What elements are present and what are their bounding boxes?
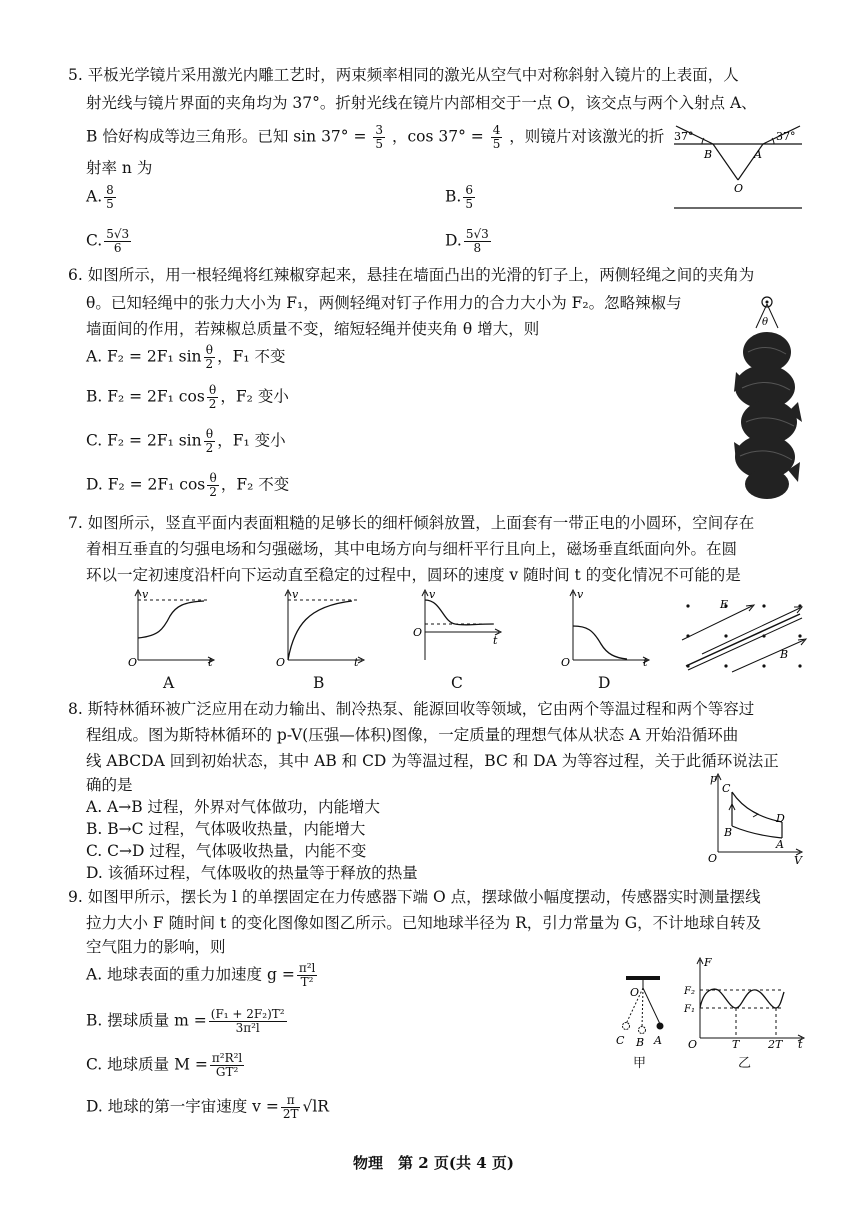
q5-option-d: D. $\frac{5√3}{8}$ — [445, 227, 489, 255]
q5-point-o: O — [734, 182, 744, 195]
q9-pendulum-diagram — [612, 972, 682, 1048]
q5-line-3c: ，则镜片对该激光的折 — [509, 127, 665, 146]
svg-text:t: t — [643, 656, 648, 666]
svg-text:p: p — [710, 772, 718, 785]
svg-text:v: v — [429, 588, 436, 601]
svg-text:O: O — [561, 656, 571, 666]
q7-graph-c-label: C — [451, 674, 463, 692]
q9-force-graph — [680, 954, 810, 1048]
q6-line-1: 6. 如图所示，用一根轻绳将红辣椒穿起来，悬挂在墙面凸出的光滑的钉子上，两侧轻绳之间的夹角为 — [68, 266, 755, 284]
q8-line-3: 线 ABCDA 回到初始状态，其中 AB 和 CD 为等温过程，BC 和 DA 为等容过程，关于此循环说法正 — [86, 752, 779, 770]
svg-text:O: O — [708, 852, 718, 865]
q5-line-1: 5. 平板光学镜片采用激光内雕工艺时，两束频率相同的激光从空气中对称斜射入镜片的上表面，人 — [68, 66, 739, 84]
q8-pv-diagram — [700, 770, 810, 866]
chili-bundle-icon — [734, 332, 802, 499]
q5-line-4: 射率 n 为 — [86, 159, 153, 177]
svg-text:O: O — [413, 626, 423, 639]
q5-line-3a: B 恰好构成等边三角形。已知 sin 37° = — [86, 127, 367, 146]
q8-option-c: C. C→D 过程，气体吸收热量，内能不变 — [86, 842, 367, 860]
q7-graph-d — [553, 586, 653, 666]
svg-text:C: C — [616, 1034, 625, 1047]
svg-text:O: O — [688, 1038, 698, 1048]
q7-graph-d-label: D — [598, 674, 611, 692]
q7-graph-b — [268, 586, 368, 666]
svg-text:F₂: F₂ — [684, 986, 695, 997]
q6-option-c: C. F₂ = 2F₁ sin $\frac{\theta}{2}$ ，F₁ 变小 — [86, 427, 286, 455]
q5-angle-right: 37° — [776, 130, 796, 143]
q5-angle-left: 37° — [674, 130, 694, 143]
q9-option-b: B. 摆球质量 m = $\frac{\text{(F₁ + 2F₂)T²}}{\text{3π²l}}$ — [86, 1007, 285, 1035]
q5-point-a: A — [754, 148, 762, 161]
svg-text:O: O — [128, 656, 138, 666]
q6-pepper-figure — [728, 292, 806, 504]
q9-option-a: A. 地球表面的重力加速度 g = $\frac{\text{π²l}}{\text{T²}}$ — [86, 961, 316, 989]
svg-text:O: O — [630, 986, 640, 999]
svg-text:V: V — [794, 854, 802, 866]
q5-option-a: A. $\frac{8}{5}$ — [86, 183, 114, 211]
q7-graph-a — [118, 586, 218, 666]
svg-text:A: A — [654, 1034, 662, 1047]
q8-option-b: B. B→C 过程，气体吸收热量，内能增大 — [86, 820, 366, 838]
svg-text:t: t — [493, 634, 498, 647]
svg-text:t: t — [354, 656, 359, 666]
q8-line-2: 程组成。图为斯特林循环的 p-V(压强—体积)图像，一定质量的理想气体从状态 A 开始沿循环曲 — [86, 726, 739, 744]
svg-text:B: B — [724, 826, 733, 839]
svg-text:t: t — [798, 1038, 803, 1048]
q7-graph-c — [405, 586, 505, 666]
q6-option-d: D. F₂ = 2F₁ cos $\frac{\theta}{2}$ ，F₂ 不变 — [86, 471, 290, 499]
q5-line-2: 射光线与镜片界面的夹角均为 37°。折射光线在镜片内部相交于一点 O，该交点与两个入射点 A、 — [86, 94, 757, 112]
q7-graph-a-label: A — [163, 674, 175, 692]
q9-line-2: 拉力大小 F 随时间 t 的变化图像如图乙所示。已知地球半径为 R，引力常量为 G，不计地球自转及 — [86, 914, 762, 932]
svg-text:C: C — [722, 782, 731, 795]
svg-text:D: D — [776, 812, 785, 825]
q9-fig-jia: 甲 — [633, 1056, 647, 1071]
q6-option-a: A. F₂ = 2F₁ sin $\frac{\theta}{2}$ ，F₁ 不变 — [86, 343, 286, 371]
svg-text:F₁: F₁ — [684, 1004, 695, 1015]
page-footer: 物理 第 2 页(共 4 页) — [353, 1154, 514, 1172]
q7-b-label: B — [780, 648, 789, 661]
q7-line-1: 7. 如图所示，竖直平面内表面粗糙的足够长的细杆倾斜放置，上面套有一带正电的小圆环，空间存在 — [68, 514, 755, 532]
q9-line-3: 空气阻力的影响，则 — [86, 938, 226, 956]
q7-line-2: 着相互垂直的匀强电场和匀强磁场，其中电场方向与细杆平行且向上，磁场垂直纸面向外。在圆 — [86, 540, 738, 558]
q6-option-b: B. F₂ = 2F₁ cos $\frac{\theta}{2}$ ，F₂ 变小 — [86, 383, 289, 411]
q5-point-b: B — [704, 148, 713, 161]
q9-fig-yi: 乙 — [738, 1056, 752, 1071]
svg-text:v: v — [292, 588, 299, 601]
q9-option-c: C. 地球质量 M = $\frac{\text{π²R²l}}{\text{GT²}}$ — [86, 1051, 243, 1079]
svg-text:T: T — [732, 1038, 740, 1048]
svg-text:t: t — [208, 656, 213, 666]
q5-option-b: B. $\frac{6}{5}$ — [445, 183, 473, 211]
q5-option-c: C. $\frac{5√3}{6}$ — [86, 227, 130, 255]
q5-frac-sin: $\frac{3}{5}$ — [375, 123, 384, 151]
q8-line-4: 确的是 — [86, 776, 133, 794]
q8-option-d: D. 该循环过程，气体吸收的热量等于释放的热量 — [86, 864, 418, 882]
q5-line-3b: ，cos 37° = — [391, 127, 484, 146]
q6-theta-label: θ — [762, 317, 769, 328]
q6-line-2: θ。已知轻绳中的张力大小为 F₁，两侧轻绳对钉子作用力的合力大小为 F₂。忽略辣椒与 — [86, 294, 682, 312]
svg-text:v: v — [577, 588, 584, 601]
q6-line-3: 墙面间的作用，若辣椒总质量不变，缩短轻绳并使夹角 θ 增大，则 — [86, 320, 540, 338]
svg-text:v: v — [142, 588, 149, 601]
svg-text:O: O — [276, 656, 286, 666]
svg-text:B: B — [636, 1036, 645, 1048]
q5-lens-diagram — [668, 118, 808, 218]
q7-graph-b-label: B — [313, 674, 325, 692]
q5-frac-cos: $\frac{4}{5}$ — [492, 123, 501, 151]
q9-line-1: 9. 如图甲所示，摆长为 l 的单摆固定在力传感器下端 O 点，摆球做小幅度摆动，传感器实时测量摆线 — [68, 888, 761, 906]
q7-line-3: 环以一定初速度沿杆向下运动直至稳定的过程中，圆环的速度 v 随时间 t 的变化情况不可能的是 — [86, 566, 741, 584]
svg-text:F: F — [704, 956, 712, 969]
q8-line-1: 8. 斯特林循环被广泛应用在动力输出、制冷热泵、能源回收等领域，它由两个等温过程和两个等容过 — [68, 700, 755, 718]
q9-option-d: D. 地球的第一宇宙速度 v = $\frac{\pi}{2T}$ √lR — [86, 1093, 329, 1121]
svg-text:A: A — [776, 838, 784, 851]
svg-text:2T: 2T — [768, 1038, 783, 1048]
q5-line-3 — [86, 124, 664, 151]
q7-field-diagram — [672, 596, 812, 676]
q8-option-a: A. A→B 过程，外界对气体做功，内能增大 — [86, 798, 381, 816]
q7-e-label: E — [720, 598, 729, 611]
